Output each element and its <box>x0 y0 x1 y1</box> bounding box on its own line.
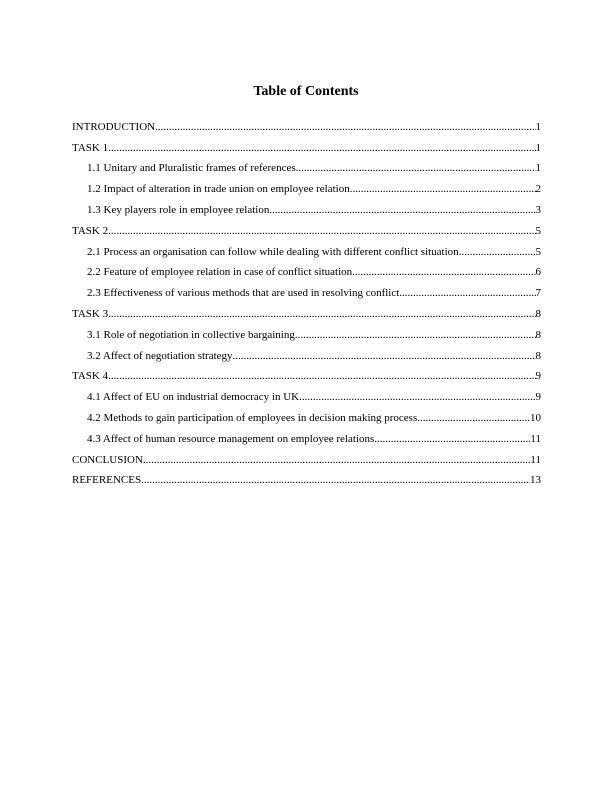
toc-entry-label: 3.1 Role of negotiation in collective bargaining <box>87 328 295 341</box>
toc-entry-page: 1 <box>535 162 541 175</box>
toc-dot-leader <box>108 370 535 383</box>
toc-dot-leader <box>296 162 536 175</box>
toc-entry-2-3[interactable] <box>72 279 541 300</box>
toc-entry-task-2[interactable] <box>72 217 541 238</box>
toc-dot-leader <box>299 391 535 404</box>
toc-entry-page: 11 <box>530 432 541 445</box>
toc-entry-4-3[interactable] <box>72 425 541 446</box>
toc-entry-label: CONCLUSION <box>72 453 143 466</box>
toc-entry-page: 11 <box>530 453 541 466</box>
toc-entry-page: 10 <box>530 411 541 424</box>
toc-entry-page: 1 <box>535 141 541 154</box>
toc-entry-1-3[interactable] <box>72 196 541 217</box>
toc-entry-page: 8 <box>535 349 541 362</box>
toc-entry-task-3[interactable] <box>72 300 541 321</box>
toc-list <box>72 113 541 487</box>
toc-entry-page: 9 <box>535 391 541 404</box>
toc-title: Table of Contents <box>253 84 359 99</box>
toc-entry-2-1[interactable] <box>72 238 541 259</box>
toc-entry-page: 1 <box>535 120 541 133</box>
toc-entry-label: TASK 1 <box>72 141 109 154</box>
toc-entry-label: 2.2 Feature of employee relation in case of conflict situation <box>87 266 353 279</box>
toc-entry-label: 2.3 Effectiveness of various methods that are used in resolving conflict <box>87 287 400 300</box>
toc-entry-page: 2 <box>535 183 541 196</box>
toc-entry-page: 8 <box>535 328 541 341</box>
toc-dot-leader <box>295 329 536 342</box>
toc-entry-page: 8 <box>535 307 541 320</box>
toc-entry-label: 4.3 Affect of human resource management on employee relations <box>87 432 375 445</box>
toc-dot-leader <box>108 225 535 238</box>
toc-dot-leader <box>155 121 535 134</box>
toc-entry-3-1[interactable] <box>72 321 541 342</box>
toc-dot-leader <box>233 350 536 363</box>
toc-dot-leader <box>352 266 535 279</box>
toc-entry-page: 13 <box>530 474 541 487</box>
toc-entry-task-1[interactable] <box>72 134 541 155</box>
toc-entry-page: 5 <box>535 245 541 258</box>
toc-entry-label: REFERENCES <box>72 474 142 487</box>
toc-entry-label: 4.1 Affect of EU on industrial democracy in UK <box>87 391 300 404</box>
toc-entry-conclusion[interactable] <box>72 446 541 467</box>
toc-entry-1-2[interactable] <box>72 175 541 196</box>
toc-entry-page: 9 <box>535 370 541 383</box>
toc-entry-label: 1.2 Impact of alteration in trade union on employee relation <box>87 183 350 196</box>
toc-dot-leader <box>459 246 536 259</box>
toc-entry-label: TASK 4 <box>72 370 109 383</box>
toc-dot-leader <box>399 287 535 300</box>
toc-entry-1-1[interactable] <box>72 155 541 176</box>
toc-entry-page: 7 <box>535 287 541 300</box>
toc-dot-leader <box>417 412 530 425</box>
toc-entry-label: 3.2 Affect of negotiation strategy <box>87 349 233 362</box>
toc-dot-leader <box>374 433 530 446</box>
toc-dot-leader <box>269 204 535 217</box>
toc-entry-label: TASK 3 <box>72 307 109 320</box>
toc-entry-label: 1.1 Unitary and Pluralistic frames of references <box>87 162 296 175</box>
toc-dot-leader <box>350 183 536 196</box>
toc-entry-page: 6 <box>535 266 541 279</box>
toc-dot-leader <box>143 454 531 467</box>
toc-entry-3-2[interactable] <box>72 342 541 363</box>
toc-entry-references[interactable] <box>72 467 541 488</box>
toc-entry-page: 5 <box>535 224 541 237</box>
toc-dot-leader <box>141 474 530 487</box>
toc-entry-4-2[interactable] <box>72 404 541 425</box>
toc-entry-label: 4.2 Methods to gain participation of employees in decision making process <box>87 411 418 424</box>
toc-entry-label: TASK 2 <box>72 224 109 237</box>
toc-entry-introduction[interactable] <box>72 113 541 134</box>
toc-entry-label: INTRODUCTION <box>72 120 156 133</box>
toc-entry-label: 1.3 Key players role in employee relation <box>87 203 270 216</box>
toc-dot-leader <box>108 142 535 155</box>
toc-entry-label: 2.1 Process an organisation can follow while dealing with different conflict situation <box>87 245 459 258</box>
toc-entry-page: 3 <box>535 203 541 216</box>
toc-entry-task-4[interactable] <box>72 363 541 384</box>
toc-dot-leader <box>108 308 535 321</box>
toc-entry-4-1[interactable] <box>72 383 541 404</box>
toc-entry-2-2[interactable] <box>72 259 541 280</box>
